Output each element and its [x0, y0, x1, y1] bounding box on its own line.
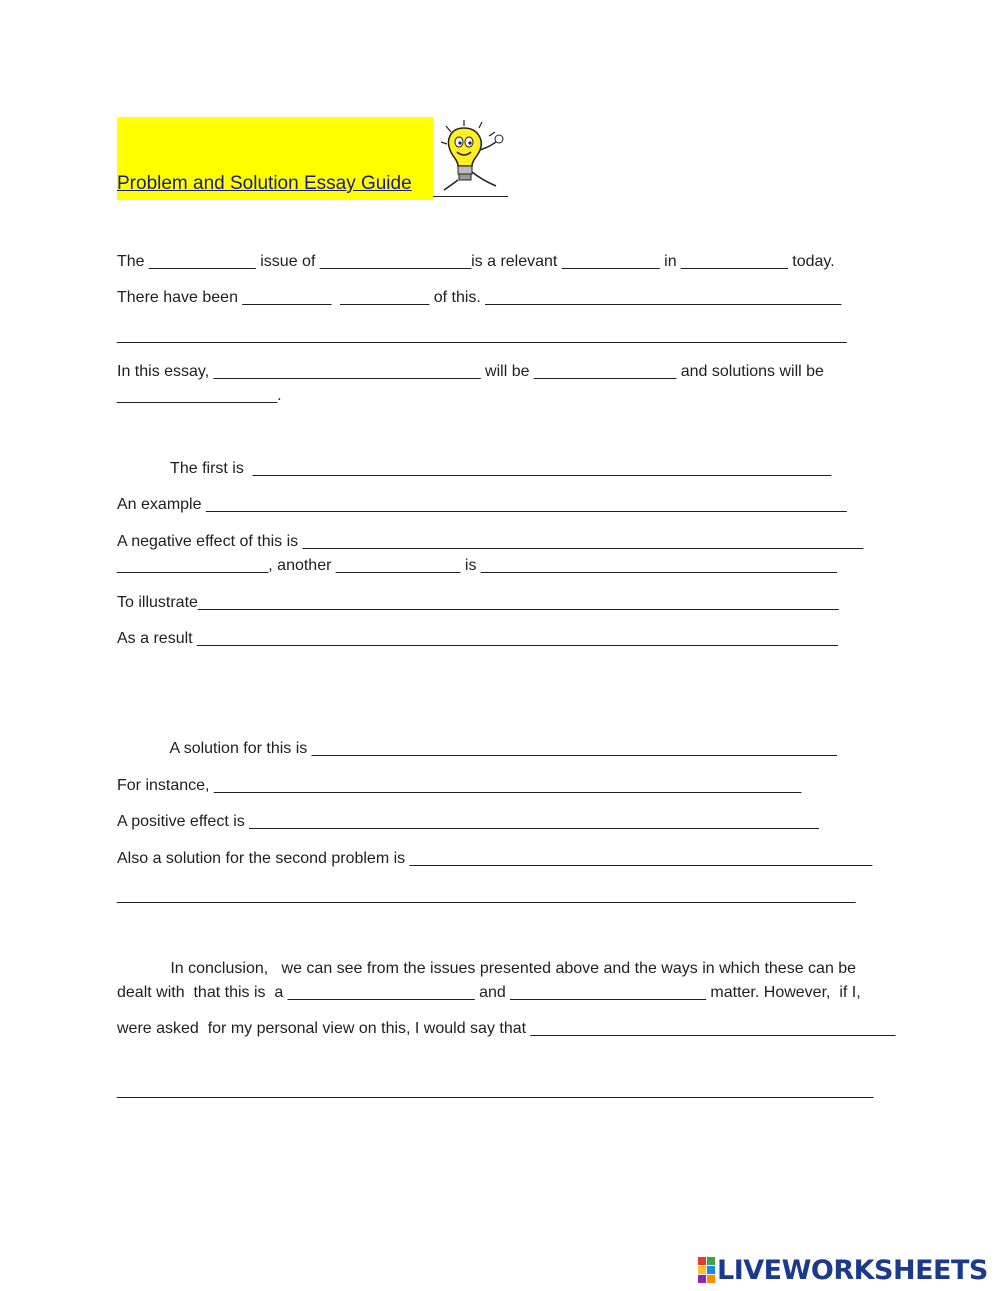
line-in-this-essay: In this essay, ______________________________ will be ________________ and solutions will be: [117, 363, 824, 380]
line-second-solution: Also a solution for the second problem is ____________________________________________________: [117, 850, 873, 867]
line-blank-3: ___________________________________________________________________________________: [117, 887, 856, 904]
line-dealt-with: dealt with that this is a _____________________ and ______________________ matter. However, if I,: [117, 984, 861, 1001]
logo-block-red: [698, 1257, 706, 1265]
line-blank-1: __________________________________________________________________________________: [117, 327, 847, 344]
line-positive-effect: A positive effect is ________________________________________________________________: [117, 813, 819, 830]
page-title: Problem and Solution Essay Guide: [117, 173, 412, 194]
title-underline-extension: [433, 196, 508, 197]
logo-block-purple: [698, 1275, 706, 1283]
line-to-illustrate: To illustrate________________________________________________________________________: [117, 594, 839, 611]
logo-block-green: [707, 1257, 715, 1265]
line-another: _________________, another ______________ is ________________________________________: [117, 557, 837, 574]
logo-block-blue: [707, 1266, 715, 1274]
logo-block-orange: [707, 1275, 715, 1283]
line-conclusion: In conclusion, we can see from the issues presented above and the ways in which these can be: [117, 960, 857, 977]
line-intro: The ____________ issue of _________________is a relevant ___________ in ____________ today.: [117, 253, 835, 270]
line-for-instance: For instance, __________________________________________________________________: [117, 777, 802, 794]
line-as-a-result: As a result ________________________________________________________________________: [117, 630, 838, 647]
line-first-is: The first is _________________________________________________________________: [117, 460, 832, 477]
line-negative-effect: A negative effect of this is _______________________________________________________________: [117, 533, 864, 550]
line-example: An example ________________________________________________________________________: [117, 496, 847, 513]
line-blank-2: __________________.: [117, 387, 282, 404]
logo-block-yellow: [698, 1266, 706, 1274]
line-there-have-been: There have been __________ __________ of this. ________________________________________: [117, 289, 842, 306]
line-solution: A solution for this is ___________________________________________________________: [117, 740, 837, 757]
liveworksheets-logo: [698, 1255, 988, 1285]
logo-blocks: [698, 1257, 715, 1283]
logo-text: LIVEWORKSHEETS: [717, 1254, 988, 1286]
line-blank-4: _____________________________________________________________________________________: [117, 1082, 874, 1099]
line-personal-view: were asked for my personal view on this, I would say that _________________________________________: [117, 1020, 896, 1037]
lightbulb-icon: [440, 120, 508, 192]
